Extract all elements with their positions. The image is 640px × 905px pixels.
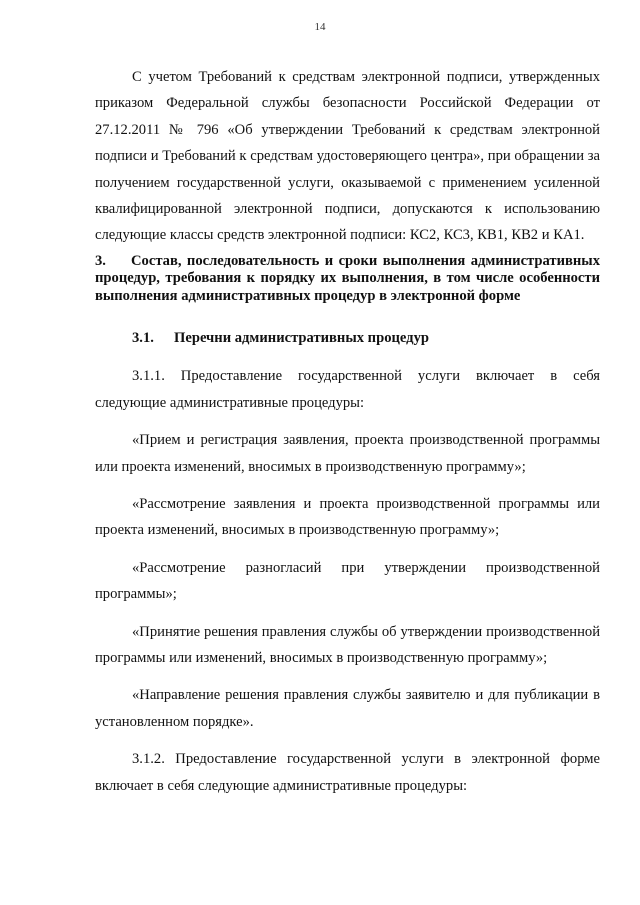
section-heading	[95, 253, 600, 306]
procedure-item-2: «Рассмотрение заявления и проекта производственной программы или проекта изменений, вносимых в производственную программу»;	[95, 495, 600, 539]
subsection-title: Перечни административных процедур	[174, 330, 429, 347]
page-number: 14	[314, 21, 326, 33]
paragraph-3-1-2: 3.1.2. Предоставление государственной услуги в электронной форме включает в себя следующие административные процедуры:	[95, 751, 600, 794]
procedure-item-5: «Направление решения правления службы заявителю и для публикации в установленном порядке».	[95, 687, 600, 730]
procedure-item-1: «Прием и регистрация заявления, проекта производственной программы или проекта изменений, вносимых в производственную программу»;	[95, 432, 600, 475]
procedure-item-4: «Принятие решения правления службы об утверждении производственной программы или изменений, вносимых в производственную программу»;	[95, 623, 600, 666]
intro-paragraph: С учетом Требований к средствам электронной подписи, утвержденных приказом Федеральной службы безопасности Российской Федерации от 27.12.2011 № 796 «Об утверждении Требований к средствам электронной подписи и Требований к средствам удостоверяющего центра», при обращении за получением государственной услуги, оказываемой с применением усиленной квалифицированной электронной подписи, допускаются к использованию следующие классы средств электронной подписи: КС2, КС3, КВ1, КВ2 и КА1.	[95, 69, 600, 244]
document-body	[95, 64, 600, 799]
procedure-item-3: «Рассмотрение разногласий при утверждении производственной программы»;	[95, 559, 600, 603]
section-title: Состав, последовательность и сроки выполнения административных процедур, требования к порядку их выполнения, в том числе особенности выполнения административных процедур в электронной форме	[95, 252, 600, 304]
section-number: 3.	[95, 252, 106, 269]
subsection-number: 3.1.	[132, 330, 154, 347]
subsection-heading	[95, 329, 600, 347]
paragraph-3-1-1: 3.1.1. Предоставление государственной услуги включает в себя следующие административные процедуры:	[95, 368, 600, 411]
